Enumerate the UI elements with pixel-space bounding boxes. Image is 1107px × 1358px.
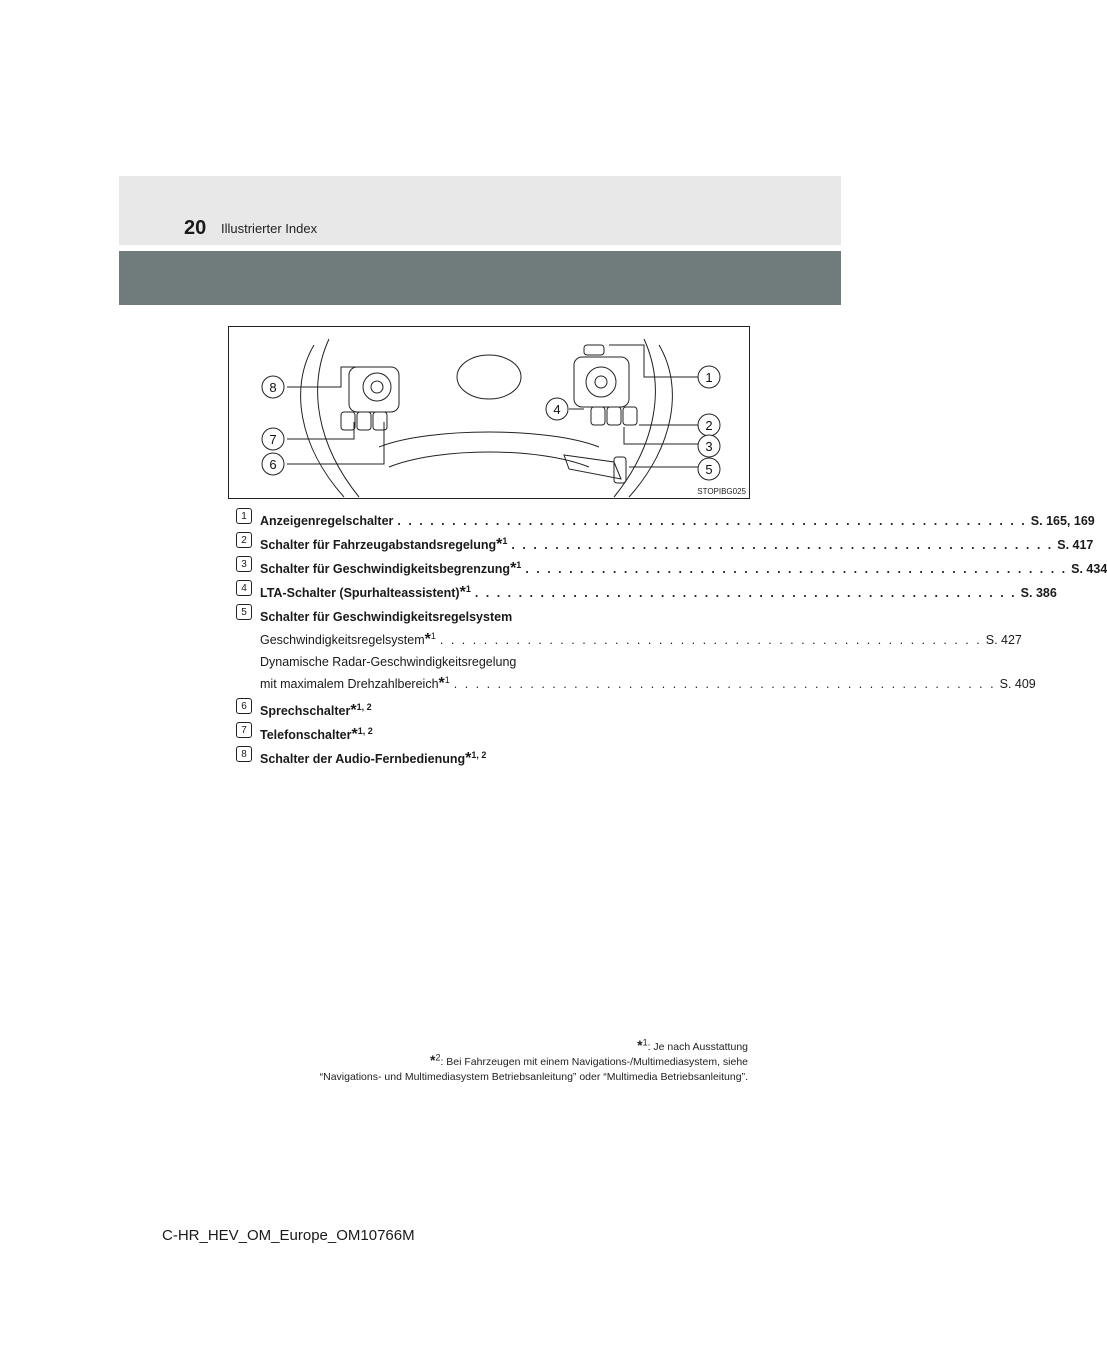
item-label: Sprechschalter — [260, 704, 351, 718]
figure-code: STOPIBG025 — [697, 487, 746, 496]
footnote-ref: 1 — [444, 674, 450, 685]
svg-text:4: 4 — [553, 402, 561, 417]
footnote-ref: 1, 2 — [357, 725, 373, 736]
item-number: 8 — [236, 746, 252, 762]
item-number: 6 — [236, 698, 252, 714]
callout-5 — [698, 458, 720, 480]
footnote-star: * — [465, 750, 472, 767]
footnote-star: * — [424, 631, 431, 648]
footnote-ref: 1, 2 — [356, 701, 372, 712]
item-label: Schalter der Audio-Fernbedienung — [260, 752, 466, 766]
page-number: 20 — [184, 217, 207, 239]
svg-text:6: 6 — [269, 457, 277, 472]
footnotes — [188, 1037, 748, 1085]
page-reference[interactable]: S. 165, 169 — [1030, 514, 1095, 528]
item-number: 7 — [236, 722, 252, 738]
footnote-ref: 1 — [465, 583, 471, 594]
item-number: 1 — [236, 508, 252, 524]
footnote-ref: 1 — [516, 559, 522, 570]
section-banner — [119, 251, 841, 305]
item-label: Schalter für Geschwindigkeitsbegrenzung — [260, 562, 511, 576]
page-reference[interactable]: S. 417 — [1057, 538, 1094, 552]
sub-item-label: mit maximalem Drehzahlbereich — [260, 677, 439, 691]
footnote-1: *$^1$: Je nach Ausstattung — [637, 1037, 748, 1053]
callout-1 — [698, 366, 720, 388]
footnote-star: * — [350, 702, 357, 719]
steering-wheel-figure — [228, 326, 750, 499]
page-reference[interactable]: S. 409 — [999, 677, 1036, 691]
leader-dots: . . . . . . . . . . . . . . . . . . . . . . . . . . . . . . . . . . . . . . . . . . . . . . . . . . — [439, 633, 982, 647]
footnote-star: * — [496, 536, 503, 553]
document-id: C-HR_HEV_OM_Europe_OM10766M — [162, 1227, 415, 1244]
svg-text:1: 1 — [705, 370, 713, 385]
item-label: Schalter für Fahrzeugabstandsregelung — [260, 538, 497, 552]
page-reference[interactable]: S. 386 — [1020, 586, 1057, 600]
item-number: 5 — [236, 604, 252, 620]
page-reference[interactable]: S. 427 — [985, 633, 1022, 647]
callout-6 — [262, 453, 284, 475]
item-number: 2 — [236, 532, 252, 548]
callout-2 — [698, 414, 720, 436]
footnote-star: * — [351, 726, 358, 743]
item-number: 3 — [236, 556, 252, 572]
page-reference[interactable]: S. 434 — [1071, 562, 1107, 576]
leader-dots: . . . . . . . . . . . . . . . . . . . . . . . . . . . . . . . . . . . . . . . . . . . . . . . . . . . . . . . . . . — [397, 514, 1027, 528]
leader-dots: . . . . . . . . . . . . . . . . . . . . . . . . . . . . . . . . . . . . . . . . . . . . . . . . . . — [453, 677, 996, 691]
footnote-ref: 1 — [502, 535, 508, 546]
item-label: Anzeigenregelschalter — [260, 514, 394, 528]
callout-4 — [546, 398, 568, 420]
svg-text:2: 2 — [705, 418, 713, 433]
leader-dots: . . . . . . . . . . . . . . . . . . . . . . . . . . . . . . . . . . . . . . . . . . . . . . . . . . — [525, 562, 1068, 576]
steering-wheel-illustration — [229, 327, 749, 498]
leader-dots: . . . . . . . . . . . . . . . . . . . . . . . . . . . . . . . . . . . . . . . . . . . . . . . . . . — [511, 538, 1054, 552]
svg-text:5: 5 — [705, 462, 713, 477]
callout-3 — [698, 435, 720, 457]
item-number: 4 — [236, 580, 252, 596]
svg-text:7: 7 — [269, 432, 277, 447]
footnote-star: * — [459, 584, 466, 601]
svg-text:3: 3 — [705, 439, 713, 454]
callout-7 — [262, 428, 284, 450]
svg-text:8: 8 — [269, 380, 277, 395]
footnote-star: * — [438, 675, 445, 692]
item-label: Schalter für Geschwindigkeitsregelsystem — [260, 610, 513, 624]
leader-dots: . . . . . . . . . . . . . . . . . . . . . . . . . . . . . . . . . . . . . . . . . . . . . . . . . . — [474, 586, 1017, 600]
footnote-ref: 1, 2 — [471, 749, 487, 760]
footnote-ref: 1 — [430, 630, 436, 641]
footnote-2: *$^2$: Bei Fahrzeugen mit einem Navigations-/Multimediasystem, siehe — [429, 1052, 748, 1068]
callout-8 — [262, 376, 284, 398]
footnote-star: * — [510, 560, 517, 577]
footnote-2-continued: “Navigations- und Multimediasystem Betriebsanleitung” oder “Multimedia Betriebsanleitung”. — [319, 1071, 748, 1083]
item-label: LTA-Schalter (Spurhalteassistent) — [260, 586, 460, 600]
sub-item-label: Dynamische Radar-Geschwindigkeitsregelung — [260, 655, 517, 669]
item-label: Telefonschalter — [260, 728, 352, 742]
section-title: Illustrierter Index — [221, 221, 318, 236]
sub-item-label: Geschwindigkeitsregelsystem — [260, 633, 425, 647]
